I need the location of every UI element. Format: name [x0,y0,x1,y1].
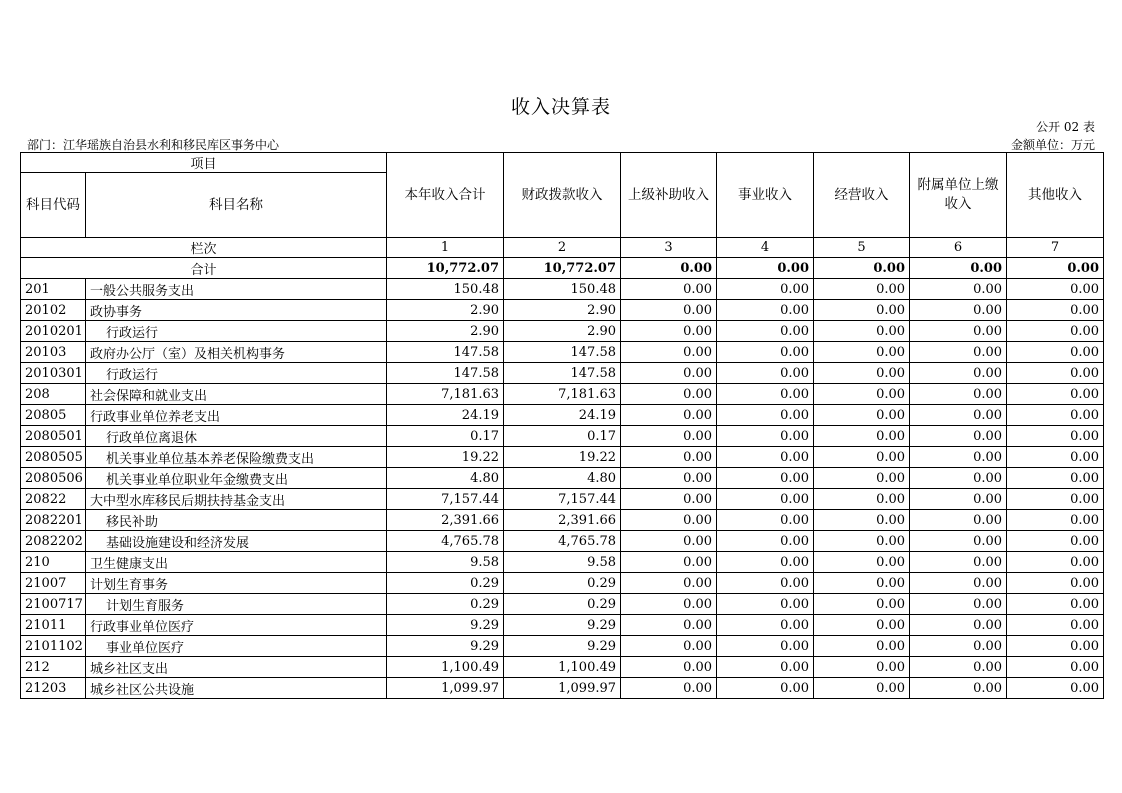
amount-cell: 0.00 [621,447,717,468]
amount-cell: 0.00 [814,363,910,384]
subject-name: 大中型水库移民后期扶持基金支出 [86,489,387,510]
amount-cell: 0.00 [910,594,1007,615]
subject-name: 政协事务 [86,300,387,321]
amount-cell: 0.00 [621,489,717,510]
amount-cell: 0.00 [621,657,717,678]
table-number: 公开 02 表 [1036,120,1095,134]
amount-cell: 0.00 [621,573,717,594]
table-row [21,636,1104,657]
subject-code: 21011 [21,615,86,636]
amount-cell: 1,100.49 [387,657,504,678]
subject-name: 城乡社区公共设施 [86,678,387,699]
table-row [21,657,1104,678]
subject-code: 208 [21,384,86,405]
table-row [21,678,1104,699]
amount-cell: 24.19 [387,405,504,426]
header-item: 项目 [21,153,387,173]
subject-code: 2080506 [21,468,86,489]
amount-cell: 0.29 [387,594,504,615]
amount-cell: 0.00 [1007,531,1104,552]
subject-code: 2010201 [21,321,86,342]
amount-cell: 0.00 [621,321,717,342]
subject-code: 2080501 [21,426,86,447]
subject-name: 行政事业单位养老支出 [86,405,387,426]
amount-cell: 1,099.97 [504,678,621,699]
amount-cell: 0.00 [621,468,717,489]
amount-cell: 0.00 [814,300,910,321]
amount-cell: 0.00 [621,279,717,300]
amount-cell: 0.00 [1007,489,1104,510]
total-value: 10,772.07 [387,258,504,279]
table-row [21,531,1104,552]
header-other-income: 其他收入 [1007,153,1104,238]
amount-cell: 0.00 [1007,510,1104,531]
subject-code: 201 [21,279,86,300]
subject-name: 移民补助 [86,510,387,531]
total-row [21,258,1104,279]
serial-number: 3 [621,238,717,258]
serial-number: 2 [504,238,621,258]
amount-cell: 0.00 [814,489,910,510]
amount-cell: 0.00 [621,426,717,447]
amount-cell: 0.00 [910,321,1007,342]
total-value: 0.00 [814,258,910,279]
subject-code: 20805 [21,405,86,426]
subject-name: 行政单位离退休 [86,426,387,447]
amount-cell: 150.48 [504,279,621,300]
amount-cell: 147.58 [504,342,621,363]
amount-cell: 0.00 [910,552,1007,573]
amount-cell: 0.00 [910,447,1007,468]
table-row [21,468,1104,489]
amount-cell: 9.58 [387,552,504,573]
amount-cell: 0.00 [717,531,814,552]
amount-cell: 0.00 [717,384,814,405]
subject-name: 机关事业单位基本养老保险缴费支出 [86,447,387,468]
table-row [21,300,1104,321]
amount-cell: 0.00 [814,342,910,363]
page-title: 收入决算表 [510,96,611,118]
amount-cell: 0.00 [814,321,910,342]
amount-cell: 0.00 [910,615,1007,636]
amount-cell: 4,765.78 [387,531,504,552]
amount-cell: 4,765.78 [504,531,621,552]
subject-name: 行政运行 [86,363,387,384]
amount-cell: 0.00 [910,636,1007,657]
serial-number: 7 [1007,238,1104,258]
serial-label: 栏次 [21,238,387,258]
amount-cell: 1,100.49 [504,657,621,678]
amount-cell: 0.00 [910,489,1007,510]
table-row [21,342,1104,363]
subject-name: 城乡社区支出 [86,657,387,678]
amount-cell: 0.00 [621,678,717,699]
amount-cell: 0.00 [621,636,717,657]
serial-number: 4 [717,238,814,258]
amount-cell: 0.00 [910,510,1007,531]
amount-cell: 0.00 [1007,552,1104,573]
amount-cell: 0.00 [910,468,1007,489]
amount-cell: 0.00 [814,636,910,657]
amount-cell: 150.48 [387,279,504,300]
subject-code: 212 [21,657,86,678]
total-label: 合计 [21,258,387,279]
amount-cell: 7,157.44 [504,489,621,510]
amount-cell: 0.29 [504,594,621,615]
amount-cell: 0.00 [717,489,814,510]
amount-cell: 0.00 [717,468,814,489]
subject-name: 行政事业单位医疗 [86,615,387,636]
amount-cell: 0.00 [910,531,1007,552]
income-final-accounts-table [20,152,1104,699]
amount-cell: 0.00 [1007,573,1104,594]
amount-cell: 0.00 [1007,594,1104,615]
subject-code: 20103 [21,342,86,363]
amount-cell: 0.00 [1007,447,1104,468]
amount-cell: 0.00 [621,552,717,573]
subject-name: 社会保障和就业支出 [86,384,387,405]
total-value: 0.00 [717,258,814,279]
amount-cell: 2.90 [387,300,504,321]
subject-code: 20102 [21,300,86,321]
subject-code: 210 [21,552,86,573]
amount-cell: 24.19 [504,405,621,426]
amount-cell: 9.29 [387,615,504,636]
amount-cell: 0.00 [814,510,910,531]
amount-cell: 0.00 [717,426,814,447]
amount-cell: 0.00 [814,426,910,447]
amount-cell: 2.90 [504,321,621,342]
amount-cell: 0.00 [621,615,717,636]
serial-number: 5 [814,238,910,258]
subject-name: 基础设施建设和经济发展 [86,531,387,552]
amount-cell: 0.00 [910,342,1007,363]
amount-cell: 0.00 [1007,279,1104,300]
subject-code: 2082202 [21,531,86,552]
amount-cell: 0.00 [910,279,1007,300]
amount-cell: 0.00 [910,657,1007,678]
amount-cell: 0.00 [717,636,814,657]
amount-cell: 0.00 [621,531,717,552]
amount-cell: 4.80 [504,468,621,489]
amount-cell: 0.00 [717,678,814,699]
amount-cell: 0.00 [814,615,910,636]
serial-number: 1 [387,238,504,258]
table-row [21,405,1104,426]
amount-cell: 0.00 [1007,384,1104,405]
amount-cell: 0.00 [717,552,814,573]
amount-cell: 0.00 [910,363,1007,384]
amount-cell: 0.00 [814,552,910,573]
subject-code: 2082201 [21,510,86,531]
amount-cell: 0.00 [717,573,814,594]
header-name: 科目名称 [86,173,387,238]
header-fiscal-appropriation: 财政拨款收入 [504,153,621,238]
table-row [21,321,1104,342]
table-row [21,573,1104,594]
amount-cell: 0.00 [717,615,814,636]
amount-cell: 0.00 [910,573,1007,594]
amount-cell: 0.00 [1007,405,1104,426]
amount-cell: 0.00 [1007,363,1104,384]
amount-unit-label: 金额单位：万元 [1010,138,1095,152]
amount-cell: 4.80 [387,468,504,489]
table-row [21,552,1104,573]
department-label: 部门：江华瑶族自治县水利和移民库区事务中心 [27,138,280,152]
table-row [21,447,1104,468]
amount-cell: 147.58 [504,363,621,384]
amount-cell: 0.00 [621,384,717,405]
amount-cell: 19.22 [387,447,504,468]
amount-cell: 0.00 [1007,321,1104,342]
amount-cell: 1,099.97 [387,678,504,699]
subject-code: 21007 [21,573,86,594]
amount-cell: 9.29 [504,615,621,636]
table-row [21,279,1104,300]
amount-cell: 0.00 [621,510,717,531]
amount-cell: 2.90 [387,321,504,342]
table-row [21,384,1104,405]
amount-cell: 7,181.63 [387,384,504,405]
amount-cell: 0.00 [1007,468,1104,489]
table-row [21,615,1104,636]
subject-name: 一般公共服务支出 [86,279,387,300]
subject-code: 2100717 [21,594,86,615]
amount-cell: 0.00 [717,405,814,426]
amount-cell: 0.17 [504,426,621,447]
amount-cell: 2,391.66 [387,510,504,531]
amount-cell: 0.00 [814,279,910,300]
subject-name: 行政运行 [86,321,387,342]
amount-cell: 0.00 [1007,426,1104,447]
amount-cell: 0.00 [814,678,910,699]
subject-code: 21203 [21,678,86,699]
amount-cell: 0.00 [621,363,717,384]
amount-cell: 0.00 [1007,636,1104,657]
serial-number: 6 [910,238,1007,258]
subject-code: 2080505 [21,447,86,468]
table-row [21,363,1104,384]
header-business-income: 事业收入 [717,153,814,238]
amount-cell: 0.00 [814,384,910,405]
amount-cell: 147.58 [387,342,504,363]
amount-cell: 0.00 [1007,342,1104,363]
amount-cell: 0.00 [814,447,910,468]
amount-cell: 0.00 [717,657,814,678]
header-affiliated-units: 附属单位上缴收入 [910,153,1007,238]
amount-cell: 0.00 [910,300,1007,321]
amount-cell: 0.00 [621,405,717,426]
amount-cell: 0.00 [717,447,814,468]
amount-cell: 7,181.63 [504,384,621,405]
amount-cell: 0.29 [387,573,504,594]
amount-cell: 0.00 [1007,678,1104,699]
amount-cell: 9.58 [504,552,621,573]
amount-cell: 0.00 [621,594,717,615]
amount-cell: 0.00 [621,300,717,321]
amount-cell: 0.00 [1007,300,1104,321]
amount-cell: 0.00 [717,321,814,342]
subject-name: 事业单位医疗 [86,636,387,657]
amount-cell: 0.00 [814,657,910,678]
subject-code: 20822 [21,489,86,510]
amount-cell: 0.00 [910,405,1007,426]
amount-cell: 0.00 [910,384,1007,405]
amount-cell: 0.00 [910,426,1007,447]
table-row [21,510,1104,531]
amount-cell: 0.00 [717,300,814,321]
amount-cell: 0.00 [814,405,910,426]
subject-name: 卫生健康支出 [86,552,387,573]
subject-name: 计划生育服务 [86,594,387,615]
amount-cell: 0.00 [717,363,814,384]
subject-name: 机关事业单位职业年金缴费支出 [86,468,387,489]
header-operating-income: 经营收入 [814,153,910,238]
amount-cell: 0.00 [717,279,814,300]
amount-cell: 19.22 [504,447,621,468]
amount-cell: 147.58 [387,363,504,384]
subject-name: 政府办公厅（室）及相关机构事务 [86,342,387,363]
total-value: 0.00 [1007,258,1104,279]
amount-cell: 0.00 [814,468,910,489]
amount-cell: 0.00 [717,594,814,615]
amount-cell: 2,391.66 [504,510,621,531]
amount-cell: 0.00 [1007,615,1104,636]
header-code: 科目代码 [21,173,86,238]
total-value: 10,772.07 [504,258,621,279]
header-total-income: 本年收入合计 [387,153,504,238]
subject-code: 2010301 [21,363,86,384]
header-superior-subsidy: 上级补助收入 [621,153,717,238]
amount-cell: 0.00 [621,342,717,363]
amount-cell: 7,157.44 [387,489,504,510]
amount-cell: 9.29 [504,636,621,657]
amount-cell: 0.00 [814,531,910,552]
amount-cell: 9.29 [387,636,504,657]
table-row [21,426,1104,447]
total-value: 0.00 [910,258,1007,279]
amount-cell: 0.29 [504,573,621,594]
subject-code: 2101102 [21,636,86,657]
table-row [21,594,1104,615]
table-row [21,489,1104,510]
amount-cell: 0.00 [717,342,814,363]
subject-name: 计划生育事务 [86,573,387,594]
amount-cell: 0.00 [1007,657,1104,678]
amount-cell: 2.90 [504,300,621,321]
total-value: 0.00 [621,258,717,279]
amount-cell: 0.00 [814,594,910,615]
amount-cell: 0.00 [910,678,1007,699]
amount-cell: 0.00 [814,573,910,594]
amount-cell: 0.17 [387,426,504,447]
amount-cell: 0.00 [717,510,814,531]
